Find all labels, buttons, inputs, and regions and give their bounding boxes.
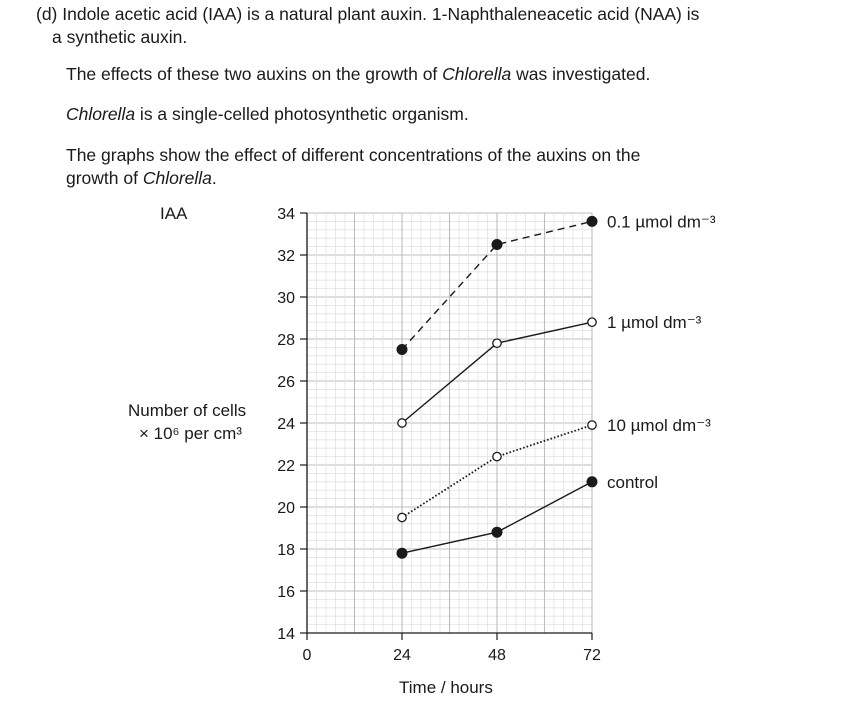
organism-name: Chlorella (442, 64, 512, 84)
data-point-filled (587, 477, 597, 487)
x-tick-label: 48 (488, 647, 506, 664)
question-line-1: (d) Indole acetic acid (IAA) is a natural plant auxin. 1-Naphthaleneacetic acid (NAA) is (36, 4, 700, 24)
data-point-open (493, 339, 501, 347)
y-tick-label: 30 (277, 290, 295, 307)
data-point-open (588, 421, 596, 429)
series-label-2: 1 µmol dm⁻³ (607, 313, 702, 333)
data-point-filled (492, 527, 502, 537)
x-axis-label: Time / hours (399, 678, 493, 697)
y-tick-label: 28 (277, 332, 295, 349)
chart-title: IAA (160, 204, 188, 223)
y-tick-label: 32 (277, 248, 295, 265)
data-point-open (398, 419, 406, 427)
y-tick-label: 24 (277, 416, 295, 433)
question-line-2: a synthetic auxin. (52, 27, 188, 47)
y-tick-label: 20 (277, 500, 295, 517)
data-point-filled (397, 548, 407, 558)
paragraph-graphs-suffix: . (211, 168, 217, 188)
paragraph-graphs-prefix: growth of (66, 168, 143, 188)
x-tick-label: 72 (583, 647, 601, 664)
series-label-1: 0.1 µmol dm⁻³ (607, 212, 716, 232)
data-point-filled (397, 345, 407, 355)
paragraph-investigation-suffix: was investigated. (511, 64, 651, 84)
data-point-open (588, 318, 596, 326)
data-point-open (398, 513, 406, 521)
chart-axes (300, 213, 592, 640)
y-tick-label: 14 (277, 626, 295, 643)
paragraph-investigation-prefix: The effects of these two auxins on the growth of (66, 64, 443, 84)
data-point-open (493, 452, 501, 460)
chart-grid (307, 213, 592, 633)
organism-name: Chlorella (66, 104, 136, 124)
y-tick-label: 18 (277, 542, 295, 559)
x-tick-label: 24 (393, 647, 411, 664)
data-point-filled (587, 216, 597, 226)
y-axis-label-line-1: Number of cells (128, 401, 247, 420)
series-label-3: 10 µmol dm⁻³ (607, 416, 711, 436)
y-axis-label-line-2: × 10⁶ per cm³ (139, 424, 242, 443)
x-tick-label: 0 (302, 647, 312, 664)
y-tick-label: 22 (277, 458, 295, 475)
y-tick-label: 16 (277, 584, 295, 601)
y-tick-label: 26 (277, 374, 295, 391)
paragraph-organism-suffix: is a single-celled photosynthetic organism. (135, 104, 469, 124)
data-point-filled (492, 240, 502, 250)
organism-name: Chlorella (142, 168, 212, 188)
paragraph-graphs-line-1: The graphs show the effect of different concentrations of the auxins on the (66, 145, 641, 165)
y-tick-label: 34 (277, 206, 295, 223)
series-label-4: control (607, 472, 659, 492)
